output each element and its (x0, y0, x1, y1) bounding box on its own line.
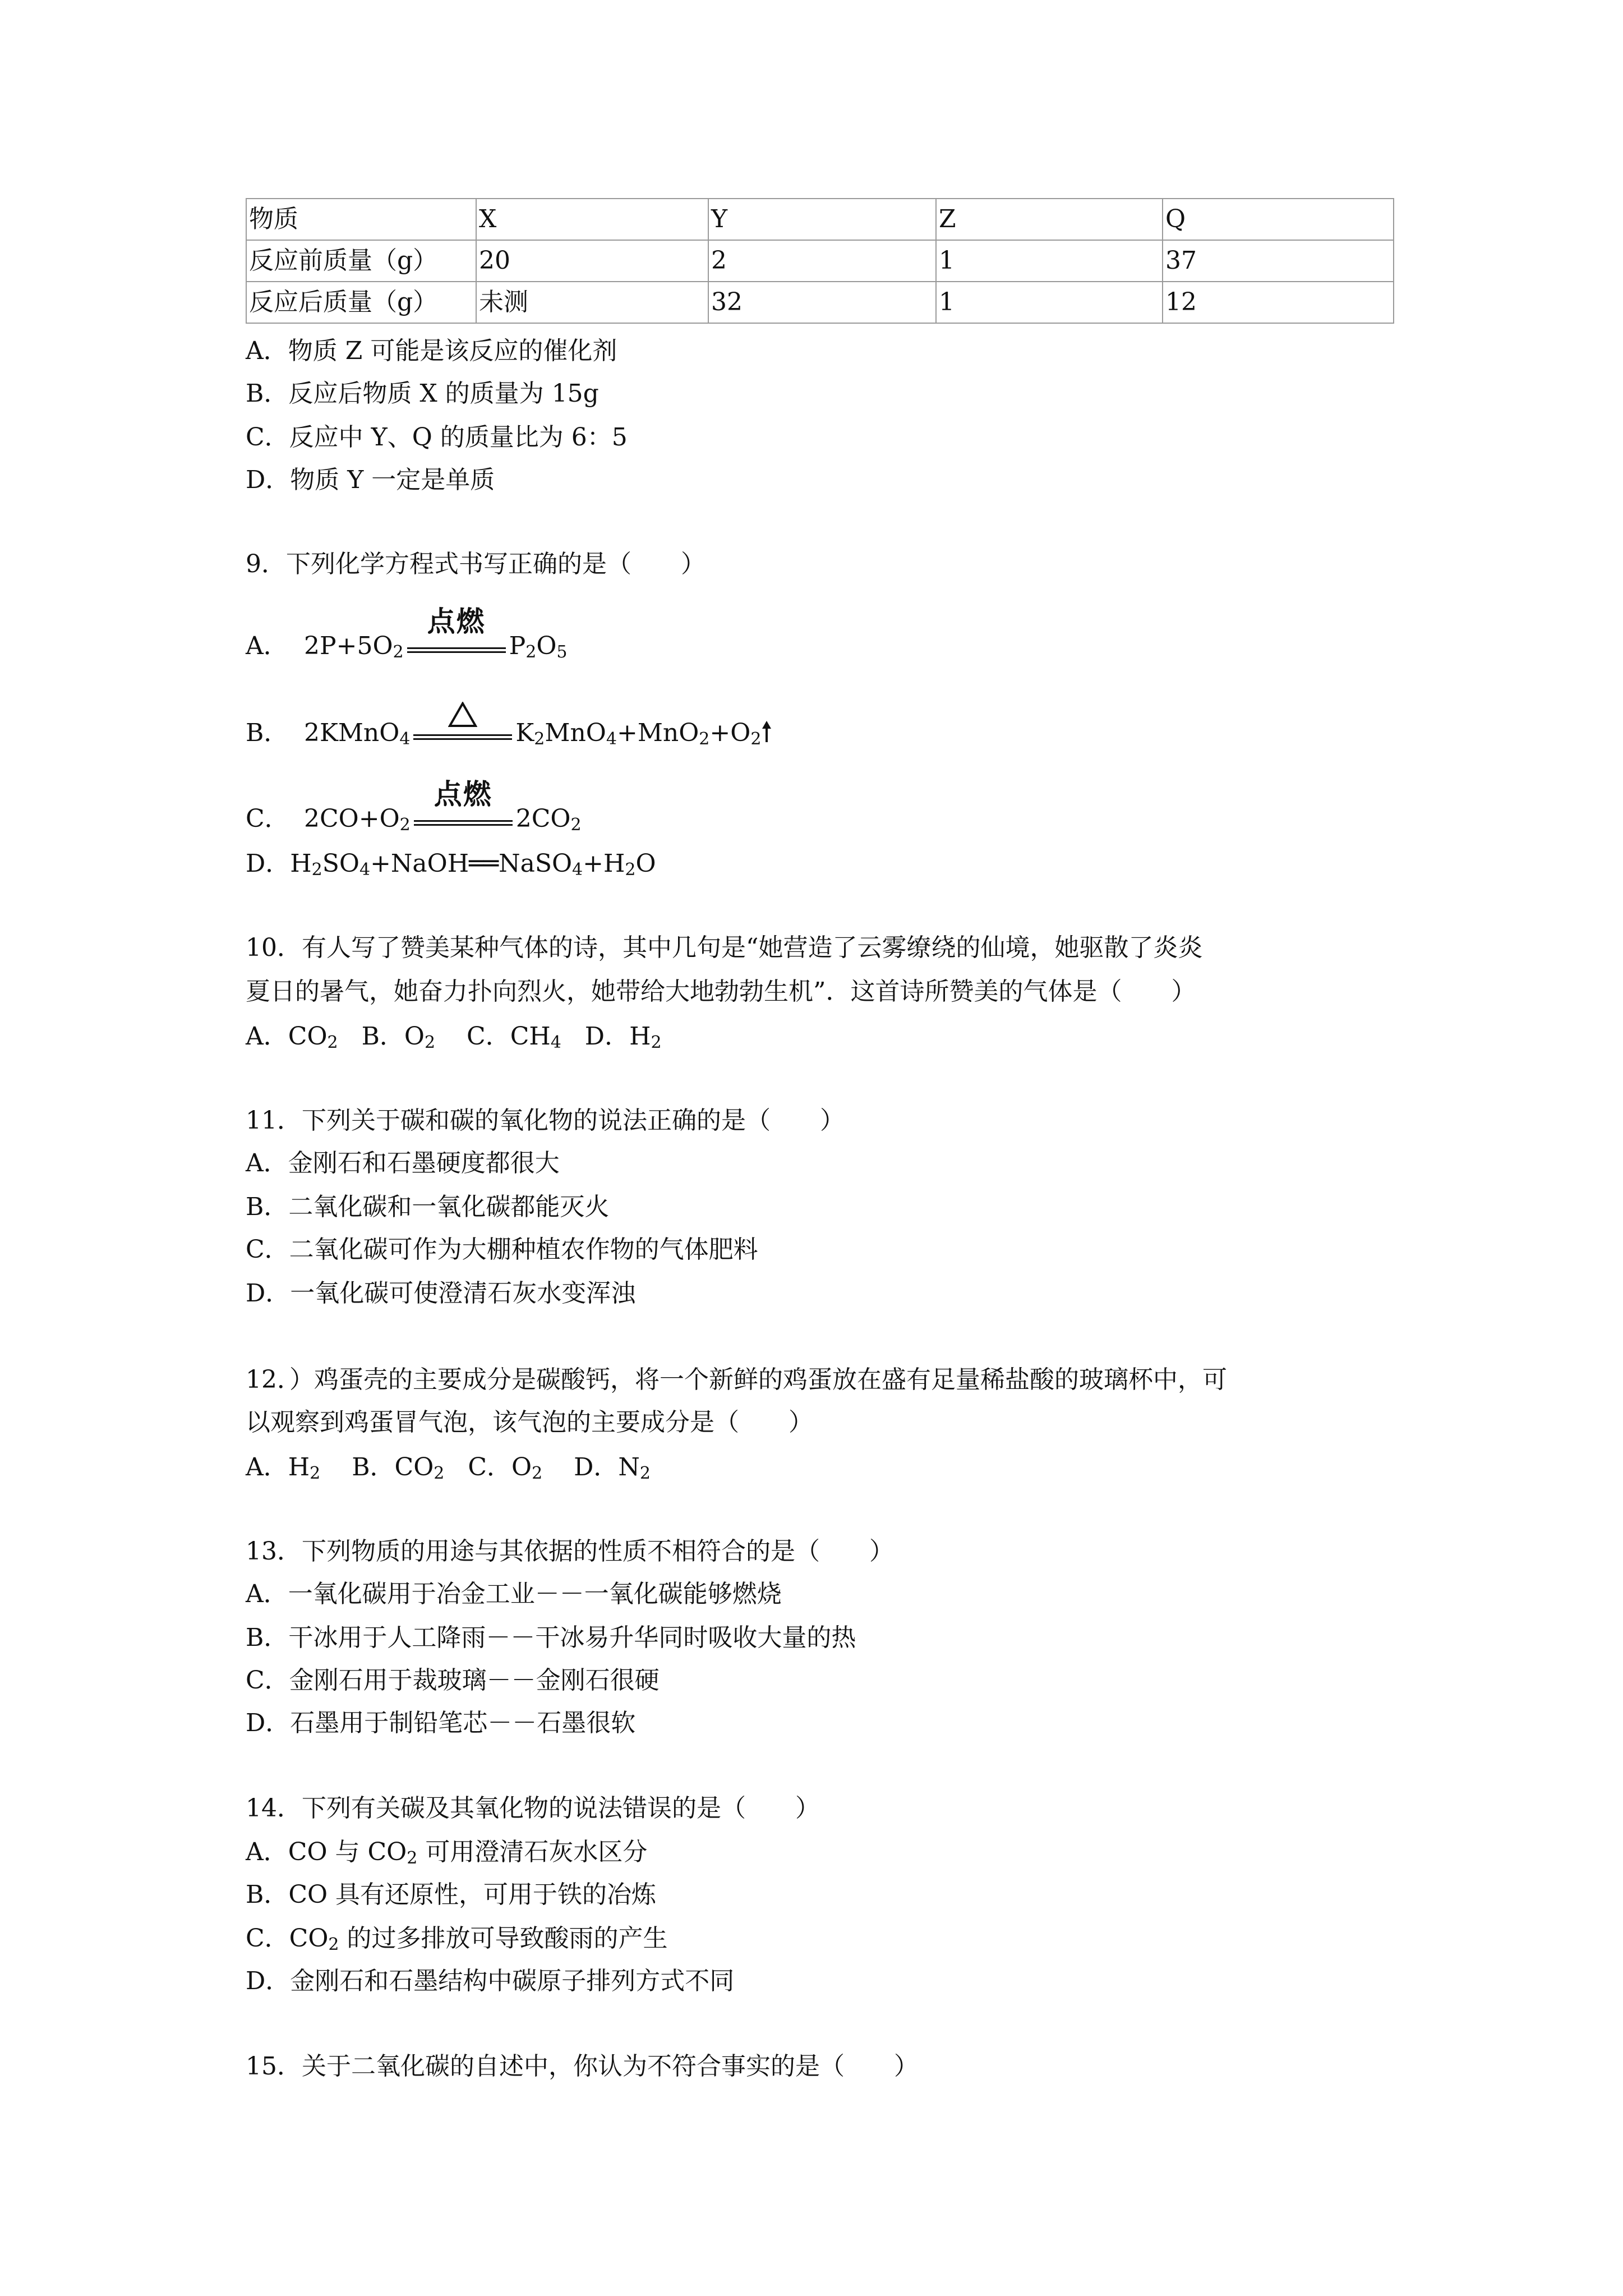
table-cell: Q (1163, 199, 1394, 240)
table-cell: 12 (1163, 282, 1394, 323)
q11-option-b: B．二氧化碳和一氧化碳都能灭火 (246, 1193, 610, 1221)
q11-option-d: D．一氧化碳可使澄清石灰水变浑浊 (246, 1279, 636, 1308)
reaction-condition: 点燃 (414, 803, 513, 835)
q14-stem: 14．下列有关碳及其氧化物的说法错误的是（ ） (246, 1794, 820, 1823)
table-cell: 32 (708, 282, 936, 323)
q10-stem-line1: 10．有人写了赞美某种气体的诗，其中几句是“她营造了云雾缭绕的仙境，她驱散了炎炎 (246, 933, 1203, 962)
q15-stem: 15．关于二氧化碳的自述中，你认为不符合事实的是（ ） (246, 2052, 919, 2081)
q11-stem: 11．下列关于碳和碳的氧化物的说法正确的是（ ） (246, 1106, 845, 1135)
table-cell: 37 (1163, 240, 1394, 282)
q13-option-a: A．一氧化碳用于冶金工业－－一氧化碳能够燃烧 (246, 1580, 782, 1608)
q10-options: A．$CO_2$ B．$O_2$ C．$CH_4$ D．$H_2$ (246, 1022, 662, 1052)
q12-stem-line1: 12．）鸡蛋壳的主要成分是碳酸钙，将一个新鲜的鸡蛋放在盛有足量稀盐酸的玻璃杯中，可 (246, 1365, 1227, 1394)
table-cell: 1 (936, 282, 1163, 323)
q8-option-b: B．反应后物质 X 的质量为 15g (246, 379, 599, 408)
table-cell: Z (936, 199, 1163, 240)
q14-option-d: D．金刚石和石墨结构中碳原子排列方式不同 (246, 1967, 735, 1995)
table-header-row (246, 199, 1394, 240)
table-cell: 反应后质量（g） (246, 282, 476, 323)
q8-option-c: C．反应中 Y、Q 的质量比为 6：5 (246, 423, 628, 452)
table-cell: 1 (936, 240, 1163, 282)
equation: $2P+5O_2$ 点燃 $P_2O_5$ (304, 605, 568, 662)
reaction-condition (413, 717, 512, 749)
option-label: C． (246, 804, 289, 833)
mass-table (246, 198, 1394, 324)
q8-option-a: A．物质 Z 可能是该反应的催化剂 (246, 337, 617, 365)
q11-option-a: A．金刚石和石墨硬度都很大 (246, 1149, 560, 1177)
table-cell: 物质 (246, 199, 476, 240)
q9-option-d: D．$H_2SO_4+NaOH══NaSO_4+H_2O$ (246, 849, 656, 880)
table-cell: 2 (708, 240, 936, 282)
option-label: B． (246, 719, 289, 747)
table-cell: 未测 (476, 282, 708, 323)
q13-option-c: C．金刚石用于裁玻璃－－金刚石很硬 (246, 1666, 660, 1695)
q12-options: A．$H_2$ B．$CO_2$ C．$O_2$ D．$N_2$ (246, 1453, 651, 1483)
table-row (246, 240, 1394, 282)
gas-arrow-icon (761, 721, 772, 743)
q13-stem: 13．下列物质的用途与其依据的性质不相符合的是（ ） (246, 1537, 894, 1566)
q14-option-a: A．CO 与 $CO_2$ 可用澄清石灰水区分 (246, 1838, 648, 1868)
table-cell: 20 (476, 240, 708, 282)
equation: 2KMnO$_4$ $K_2MnO_4+MnO_2+O_2$ (304, 717, 772, 749)
table-cell: Y (708, 199, 936, 240)
table-cell: 反应前质量（g） (246, 240, 476, 282)
option-label: A． (246, 632, 288, 660)
heat-triangle-icon (448, 702, 477, 728)
q13-option-d: D．石墨用于制铅笔芯－－石墨很软 (246, 1709, 636, 1737)
table-row (246, 282, 1394, 323)
q10-stem-line2: 夏日的暑气，她奋力扑向烈火，她带给大地勃勃生机”．这首诗所赞美的气体是（ ） (246, 977, 1196, 1006)
q9-stem: 9．下列化学方程式书写正确的是（ ） (246, 550, 706, 578)
q8-option-d: D．物质 Y 一定是单质 (246, 466, 495, 494)
q13-option-b: B．干冰用于人工降雨－－干冰易升华同时吸收大量的热 (246, 1623, 856, 1652)
q14-option-b: B．CO 具有还原性，可用于铁的冶炼 (246, 1880, 657, 1909)
q12-stem-line2: 以观察到鸡蛋冒气泡，该气泡的主要成分是（ ） (246, 1408, 813, 1437)
table-cell: X (476, 199, 708, 240)
q14-option-c: C．$CO_2$ 的过多排放可导致酸雨的产生 (246, 1924, 668, 1954)
reaction-condition: 点燃 (407, 631, 506, 662)
equation: $2CO+O_2$ 点燃 $2CO_2$ (304, 778, 582, 835)
q11-option-c: C．二氧化碳可作为大棚种植农作物的气体肥料 (246, 1235, 758, 1264)
